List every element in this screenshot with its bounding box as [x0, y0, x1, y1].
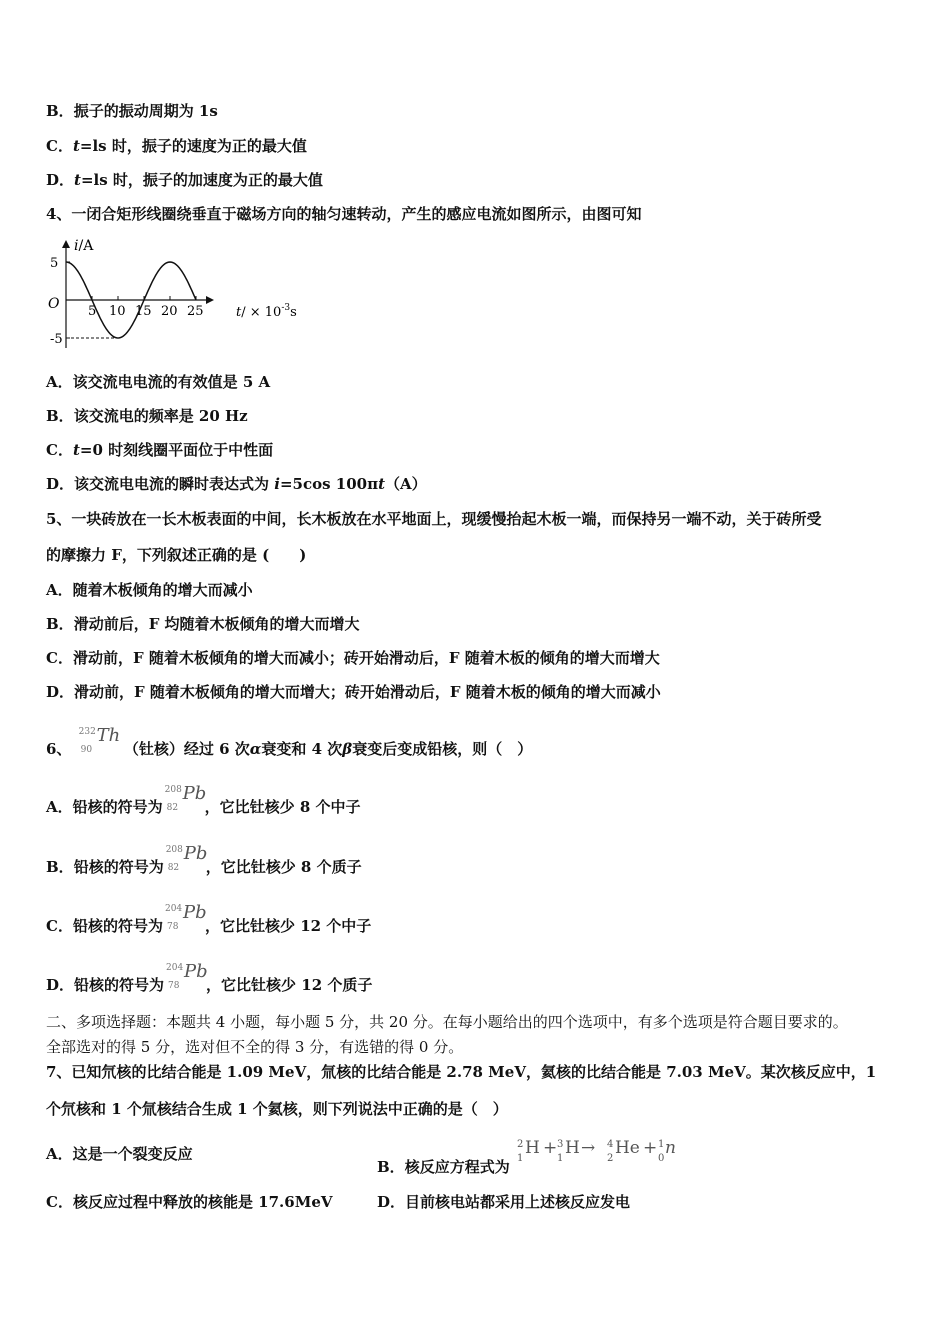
origin-label: O: [48, 296, 60, 312]
q6-option-a: A．铅核的符号为 208 82 Pb ，它比钍核少 8 个中子: [46, 783, 361, 816]
current-time-graph: [44, 236, 314, 358]
q7-stem-line2: 个氘核和 1 个氚核结合生成 1 个氦核，则下列说法中正确的是（ ）: [46, 1100, 508, 1118]
lead-symbol: 208 82 Pb: [165, 843, 208, 873]
q6-option-c: C．铅核的符号为 204 78 Pb ，它比钍核少 12 个中子: [46, 902, 372, 935]
q4-option-c: C．t=0 时刻线圈平面位于中性面: [46, 441, 274, 459]
thorium-symbol: 232 90 Th: [78, 725, 121, 755]
lead-symbol: 208 82 Pb: [164, 783, 207, 813]
q3-option-b: B．振子的振动周期为 1s: [46, 102, 218, 120]
x-tick-label: 15: [135, 304, 152, 319]
x-axis-label: $t/ \times 10^{-3}s$: [236, 303, 297, 320]
q4-stem: 4、一闭合矩形线圈绕垂直于磁场方向的轴匀速转动，产生的感应电流如图所示，由图可知: [46, 205, 642, 223]
q5-option-b: B．滑动前后，F 均随着木板倾角的增大而增大: [46, 615, 360, 633]
y-tick-label: 5: [50, 256, 59, 271]
lead-symbol: 204 78 Pb: [166, 961, 208, 991]
q3-option-c: C．t=ls 时，振子的速度为正的最大值: [46, 137, 307, 155]
x-tick-label: 10: [109, 304, 126, 319]
section2-heading-line1: 二、多项选择题：本题共 4 小题，每小题 5 分，共 20 分。在每小题给出的四个选项中，有多个选项是符合题目要求的。: [46, 1013, 848, 1031]
x-tick-label: 25: [187, 304, 204, 319]
y-axis-label: i/A: [74, 238, 94, 254]
q6-option-d: D．铅核的符号为 204 78 Pb ，它比钍核少 12 个质子: [46, 961, 373, 994]
q4-option-a: A．该交流电电流的有效值是 5 A: [46, 373, 271, 391]
lead-symbol: 204 78 Pb: [164, 902, 207, 932]
q7-option-d: D．目前核电站都采用上述核反应发电: [377, 1193, 631, 1211]
y-axis-arrow: [62, 240, 70, 248]
q5-option-c: C．滑动前，F 随着木板倾角的增大而减小；砖开始滑动后，F 随着木板的倾角的增大而增大: [46, 649, 660, 667]
q6-option-b: B．铅核的符号为 208 82 Pb ，它比钍核少 8 个质子: [46, 843, 362, 876]
x-tick-label: 5: [88, 304, 97, 319]
q7-option-a: A．这是一个裂变反应: [46, 1145, 193, 1163]
y-tick-label: -5: [50, 332, 63, 347]
q7-option-b: B．核反应方程式为 2 1 H + 3 1 H → 4 2 He + 1 0 n: [377, 1144, 685, 1177]
q4-option-b: B．该交流电的频率是 20 Hz: [46, 407, 248, 425]
fusion-equation: 2 1 H + 3 1 H → 4 2 He + 1 0 n: [516, 1138, 676, 1164]
q7-option-c: C．核反应过程中释放的核能是 17.6MeV: [46, 1193, 333, 1211]
q5-stem-line2: 的摩擦力 F，下列叙述正确的是 ( ): [46, 546, 307, 564]
q5-option-d: D．滑动前，F 随着木板倾角的增大而增大；砖开始滑动后，F 随着木板的倾角的增大而减小: [46, 683, 661, 701]
q7-stem-line1: 7、已知氘核的比结合能是 1.09 MeV，氚核的比结合能是 2.78 MeV，氦核的比结合能是 7.03 MeV。某次核反应中，1: [46, 1063, 877, 1081]
q6-stem: 6、 232 90 Th （钍核）经过 6 次α衰变和 4 次β衰变后变成铅核，则（ ）: [46, 725, 533, 758]
graph-axes: [62, 240, 214, 348]
q5-option-a: A．随着木板倾角的增大而减小: [46, 581, 253, 599]
x-tick-label: 20: [161, 304, 178, 319]
section2-heading-line2: 全部选对的得 5 分，选对但不全的得 3 分，有选错的得 0 分。: [46, 1038, 464, 1056]
q3-option-d: D．t=ls 时，振子的加速度为正的最大值: [46, 171, 323, 189]
q4-option-d: D．该交流电电流的瞬时表达式为 i=5cos 100πt（A）: [46, 475, 427, 493]
x-axis-arrow: [206, 296, 214, 304]
q5-stem-line1: 5、一块砖放在一长木板表面的中间，长木板放在水平地面上，现缓慢抬起木板一端，而保持另一端不动，关于砖所受: [46, 510, 822, 528]
